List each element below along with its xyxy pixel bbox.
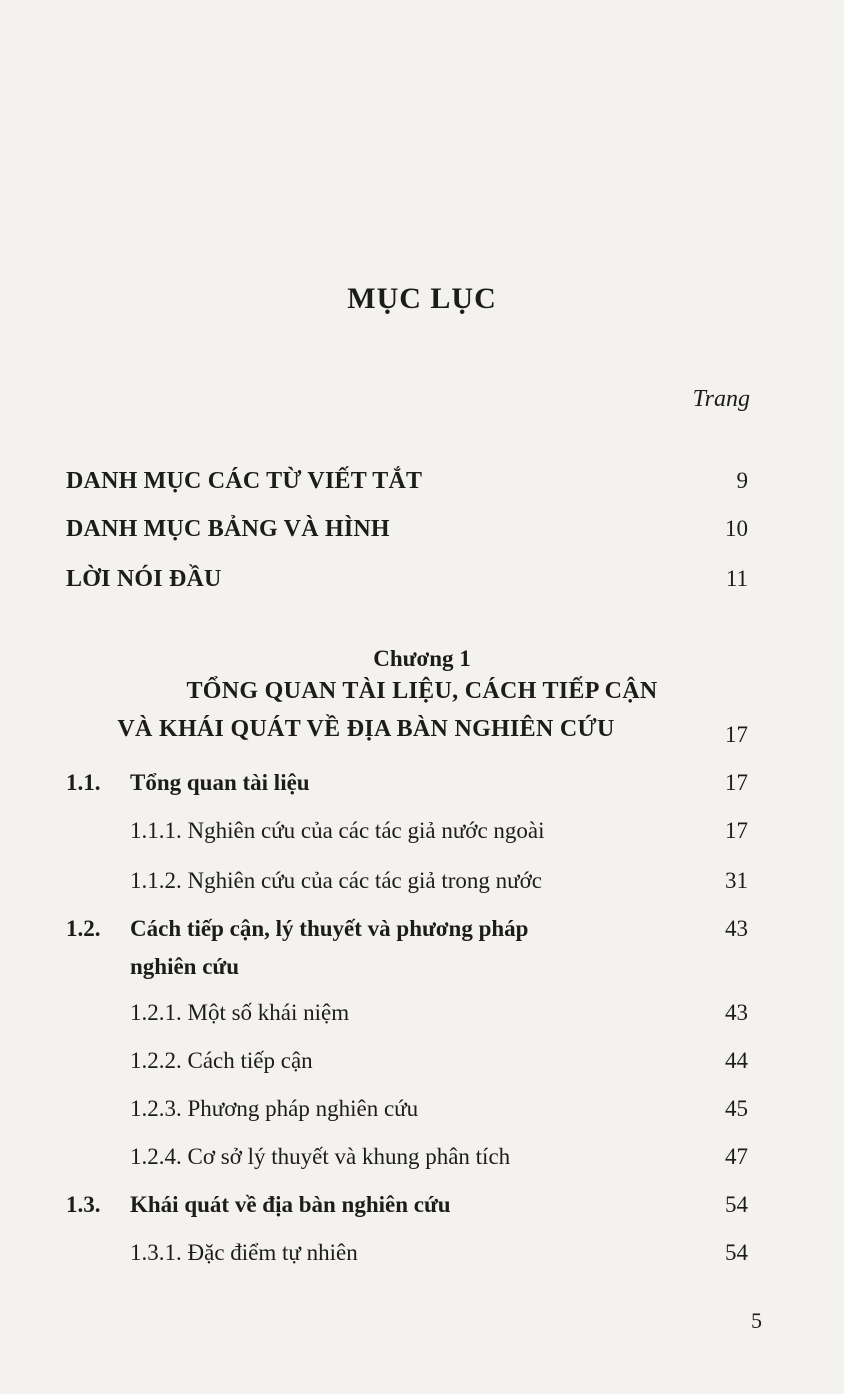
subsection-label: 1.3.1. Đặc điểm tự nhiên: [130, 1240, 358, 1265]
subsection-label: 1.2.3. Phương pháp nghiên cứu: [130, 1096, 419, 1121]
subsection-label: 1.1.1. Nghiên cứu của các tác giả nước ngoài: [130, 818, 545, 843]
section-number: 1.1.: [66, 770, 101, 795]
subsection-label: 1.2.2. Cách tiếp cận: [130, 1048, 313, 1073]
section-number: 1.2.: [66, 916, 101, 941]
chapter-title-line2: VÀ KHÁI QUÁT VỀ ĐỊA BÀN NGHIÊN CỨU: [117, 716, 615, 742]
page-title: MỤC LỤC: [347, 282, 497, 315]
chapter-page: 17: [725, 722, 748, 747]
toc-entry-label: DANH MỤC BẢNG VÀ HÌNH: [66, 516, 390, 542]
subsection-label: 1.2.1. Một số khái niệm: [130, 1000, 350, 1025]
subsection-label: 1.1.2. Nghiên cứu của các tác giả trong nước: [130, 868, 542, 893]
page-number: 5: [751, 1308, 762, 1333]
section-label: Tổng quan tài liệu: [130, 770, 310, 795]
page-column-label: Trang: [692, 386, 750, 412]
toc-entry-label: DANH MỤC CÁC TỪ VIẾT TẮT: [66, 468, 423, 494]
section-page: 43: [725, 916, 748, 941]
toc-entry-tables-figures: [66, 512, 748, 546]
subsection-page: 43: [725, 1000, 748, 1025]
section-label-line2: nghiên cứu: [130, 954, 240, 979]
toc-entry-abbreviations: [66, 464, 748, 498]
section-page: 17: [725, 770, 748, 795]
section-label: Cách tiếp cận, lý thuyết và phương pháp: [130, 916, 529, 941]
subsection-page: 45: [725, 1096, 748, 1121]
subsection-page: 47: [725, 1144, 748, 1169]
section-number: 1.3.: [66, 1192, 101, 1217]
subsection-page: 31: [725, 868, 748, 893]
subsection-page: 17: [725, 818, 748, 843]
chapter-title-line1: TỔNG QUAN TÀI LIỆU, CÁCH TIẾP CẬN: [186, 678, 658, 704]
toc-entry-preface: [66, 562, 748, 596]
section-page: 54: [725, 1192, 748, 1217]
toc-entry-label: LỜI NÓI ĐẦU: [66, 566, 222, 592]
subsection-page: 54: [725, 1240, 748, 1265]
toc-entry-page: 10: [725, 516, 748, 541]
toc-entry-page: 9: [736, 468, 748, 493]
subsection-label: 1.2.4. Cơ sở lý thuyết và khung phân tích: [130, 1144, 511, 1169]
section-label: Khái quát về địa bàn nghiên cứu: [130, 1192, 451, 1217]
chapter-label: Chương 1: [373, 646, 471, 671]
toc-entry-page: 11: [725, 566, 748, 591]
subsection-page: 44: [725, 1048, 748, 1073]
